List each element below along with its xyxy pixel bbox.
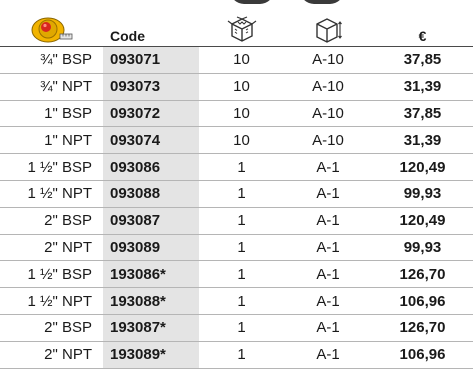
price-cell: 106,96 (372, 288, 473, 315)
table-row (0, 234, 473, 261)
box-cell: A-1 (284, 261, 372, 288)
table-row (0, 73, 473, 100)
size-cell: ¾" BSP (0, 47, 103, 74)
code-cell: 193088* (103, 288, 199, 315)
size-cell: 2" BSP (0, 207, 103, 234)
table-row (0, 100, 473, 127)
box-column-header (284, 4, 372, 47)
size-cell: 1" NPT (0, 127, 103, 154)
quantity-cell: 1 (199, 180, 284, 207)
box-cell: A-1 (284, 234, 372, 261)
price-cell: 120,49 (372, 207, 473, 234)
table-header (0, 4, 473, 47)
box-cell: A-10 (284, 73, 372, 100)
table-row (0, 154, 473, 181)
size-cell: 2" BSP (0, 314, 103, 341)
quantity-cell: 1 (199, 341, 284, 368)
code-cell: 093073 (103, 73, 199, 100)
table-row (0, 127, 473, 154)
quantity-cell: 10 (199, 73, 284, 100)
price-cell: 120,49 (372, 154, 473, 181)
size-cell: 1 ½" NPT (0, 288, 103, 315)
size-cell: 1 ½" NPT (0, 180, 103, 207)
table-row (0, 47, 473, 74)
code-cell: 193089* (103, 341, 199, 368)
price-cell: 126,70 (372, 314, 473, 341)
box-cell: A-10 (284, 100, 372, 127)
price-cell: 37,85 (372, 47, 473, 74)
price-cell: 106,96 (372, 341, 473, 368)
table-row (0, 207, 473, 234)
code-cell: 093089 (103, 234, 199, 261)
code-cell: 093074 (103, 127, 199, 154)
price-column-header: € (418, 28, 427, 44)
package-pieces-icon (226, 14, 258, 44)
tape-measure-icon (30, 14, 74, 44)
code-column-header: Code (110, 28, 145, 44)
box-dimensions-icon (312, 14, 344, 44)
size-cell: 1" BSP (0, 100, 103, 127)
size-cell: 2" NPT (0, 341, 103, 368)
quantity-cell: 1 (199, 288, 284, 315)
table-row (0, 341, 473, 368)
code-cell: 093086 (103, 154, 199, 181)
price-cell: 126,70 (372, 261, 473, 288)
code-cell: 193087* (103, 314, 199, 341)
code-cell: 093072 (103, 100, 199, 127)
size-cell: 2" NPT (0, 234, 103, 261)
quantity-cell: 1 (199, 234, 284, 261)
box-cell: A-10 (284, 47, 372, 74)
price-cell: 99,93 (372, 180, 473, 207)
product-table (0, 4, 473, 369)
box-cell: A-1 (284, 341, 372, 368)
box-cell: A-1 (284, 288, 372, 315)
price-cell: 31,39 (372, 73, 473, 100)
table-row (0, 261, 473, 288)
size-cell: ¾" NPT (0, 73, 103, 100)
quantity-cell: 10 (199, 100, 284, 127)
price-cell: 37,85 (372, 100, 473, 127)
size-cell: 1 ½" BSP (0, 261, 103, 288)
quantity-cell: 1 (199, 314, 284, 341)
quantity-cell: 1 (199, 154, 284, 181)
price-cell: 99,93 (372, 234, 473, 261)
box-cell: A-1 (284, 314, 372, 341)
code-cell: 193086* (103, 261, 199, 288)
size-cell: 1 ½" BSP (0, 154, 103, 181)
box-cell: A-1 (284, 207, 372, 234)
table-row (0, 314, 473, 341)
size-column-header (0, 4, 103, 47)
table-row (0, 288, 473, 315)
box-cell: A-10 (284, 127, 372, 154)
code-cell: 093087 (103, 207, 199, 234)
quantity-cell: 1 (199, 261, 284, 288)
code-cell: 093088 (103, 180, 199, 207)
quantity-cell: 1 (199, 207, 284, 234)
box-cell: A-1 (284, 154, 372, 181)
quantity-column-header (199, 4, 284, 47)
box-cell: A-1 (284, 180, 372, 207)
quantity-cell: 10 (199, 127, 284, 154)
price-cell: 31,39 (372, 127, 473, 154)
table-row (0, 180, 473, 207)
quantity-cell: 10 (199, 47, 284, 74)
code-cell: 093071 (103, 47, 199, 74)
